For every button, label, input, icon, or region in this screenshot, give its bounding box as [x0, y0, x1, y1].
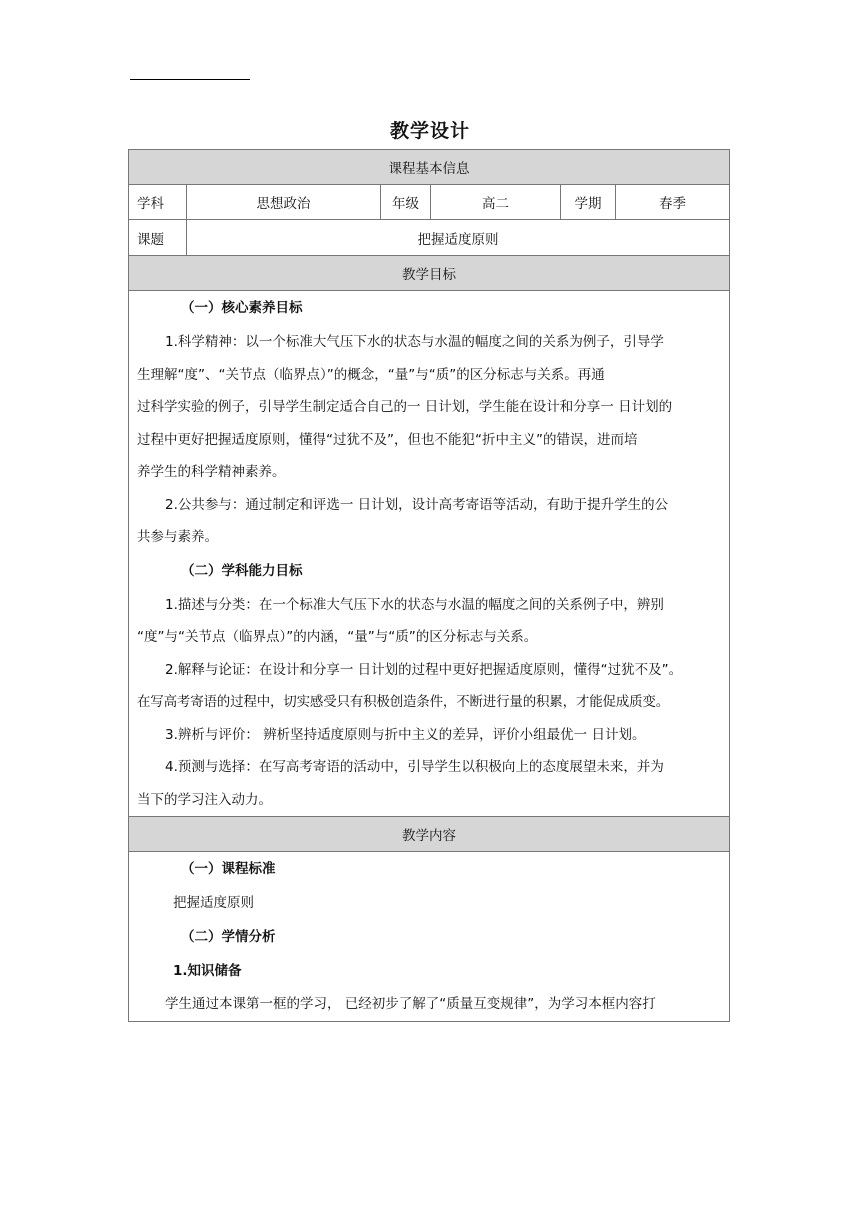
- curriculum-standard-text: 把握适度原则: [173, 895, 254, 911]
- public-participation-paragraph: [137, 489, 721, 554]
- core-literacy-heading: （一）核心素养目标: [181, 300, 303, 316]
- learner-analysis-heading: （二）学情分析: [181, 929, 276, 945]
- text-line: 1.科学精神：以一个标准大气压下水的状态与水温的幅度之间的关系为例子，引导学: [165, 334, 664, 350]
- goals-header-text: 教学目标: [402, 267, 456, 283]
- content-header-text: 教学内容: [402, 828, 456, 844]
- topic-value: 把握适度原则: [417, 231, 499, 248]
- science-spirit-paragraph: [137, 326, 721, 489]
- info-row: [129, 185, 729, 220]
- text-line: “度”与“关节点（临界点）”的内涵，“量”与“质”的区分标志与关系。: [137, 629, 538, 645]
- text-line: 4.预测与选择：在写高考寄语的活动中，引导学生以积极向上的态度展望未来，并为: [165, 759, 664, 775]
- explain-argue-paragraph: [137, 654, 721, 719]
- text-line: 当下的学习注入动力。: [137, 791, 272, 808]
- text-line: 2.解释与论证：在设计和分享一 日计划的过程中更好把握适度原则，懂得“过犹不及”。: [165, 661, 683, 678]
- grade-label: 年级: [381, 185, 431, 219]
- describe-classify-paragraph: [137, 589, 721, 654]
- knowledge-base-text: 学生通过本课第一框的学习， 已经初步了解了“质量互变规律”，为学习本框内容打: [165, 996, 656, 1012]
- topic-row: [129, 220, 729, 256]
- goals-header: [129, 256, 729, 291]
- lesson-plan-table: [128, 149, 730, 1022]
- analyze-evaluate-paragraph: 3.辨析与评价： 辨析坚持适度原则与折中主义的差异，评价小组最优一 日计划。: [165, 726, 646, 743]
- text-line: 共参与素养。: [137, 529, 218, 545]
- text-line: 在写高考寄语的过程中，切实感受只有积极创造条件，不断进行量的积累，才能促成质变。: [137, 694, 669, 710]
- text-line: 1.描述与分类：在一个标准大气压下水的状态与水温的幅度之间的关系例子中，辨别: [165, 596, 664, 613]
- predict-choose-paragraph: [137, 751, 721, 816]
- knowledge-base-heading: 1.知识储备: [173, 963, 242, 979]
- document-title: 教学设计: [389, 120, 470, 142]
- basic-info-header-text: 课程基本信息: [388, 161, 470, 177]
- text-line: 2.公共参与：通过制定和评选一 日计划，设计高考寄语等活动，有助于提升学生的公: [165, 496, 669, 513]
- subject-value: 思想政治: [187, 185, 381, 219]
- header-rule: [130, 79, 250, 80]
- text-line: 过科学实验的例子，引导学生制定适合自己的一 日计划，学生能在设计和分享一 日计划的: [137, 399, 673, 415]
- term-value: 春季: [659, 196, 686, 212]
- goals-content: [129, 291, 729, 816]
- text-line: 生理解“度”、“关节点（临界点）”的概念，“量”与“质”的区分标志与关系。再通: [137, 366, 605, 383]
- basic-info-header: [129, 150, 729, 185]
- curriculum-standard-heading: （一）课程标准: [181, 861, 276, 877]
- goals-section: [129, 291, 729, 817]
- term-label: 学期: [561, 185, 616, 219]
- content-section: [129, 852, 729, 1021]
- text-line: 养学生的科学精神素养。: [137, 464, 286, 480]
- content-header: [129, 817, 729, 852]
- content-body: [129, 852, 729, 1021]
- text-line: 过程中更好把握适度原则，懂得“过犹不及”，但也不能犯“折中主义”的错误，进而培: [137, 431, 638, 448]
- subject-ability-heading: （二）学科能力目标: [181, 562, 303, 579]
- subject-label: 学科: [129, 185, 187, 219]
- grade-value: 高二: [431, 185, 561, 219]
- topic-label: 课题: [129, 220, 187, 255]
